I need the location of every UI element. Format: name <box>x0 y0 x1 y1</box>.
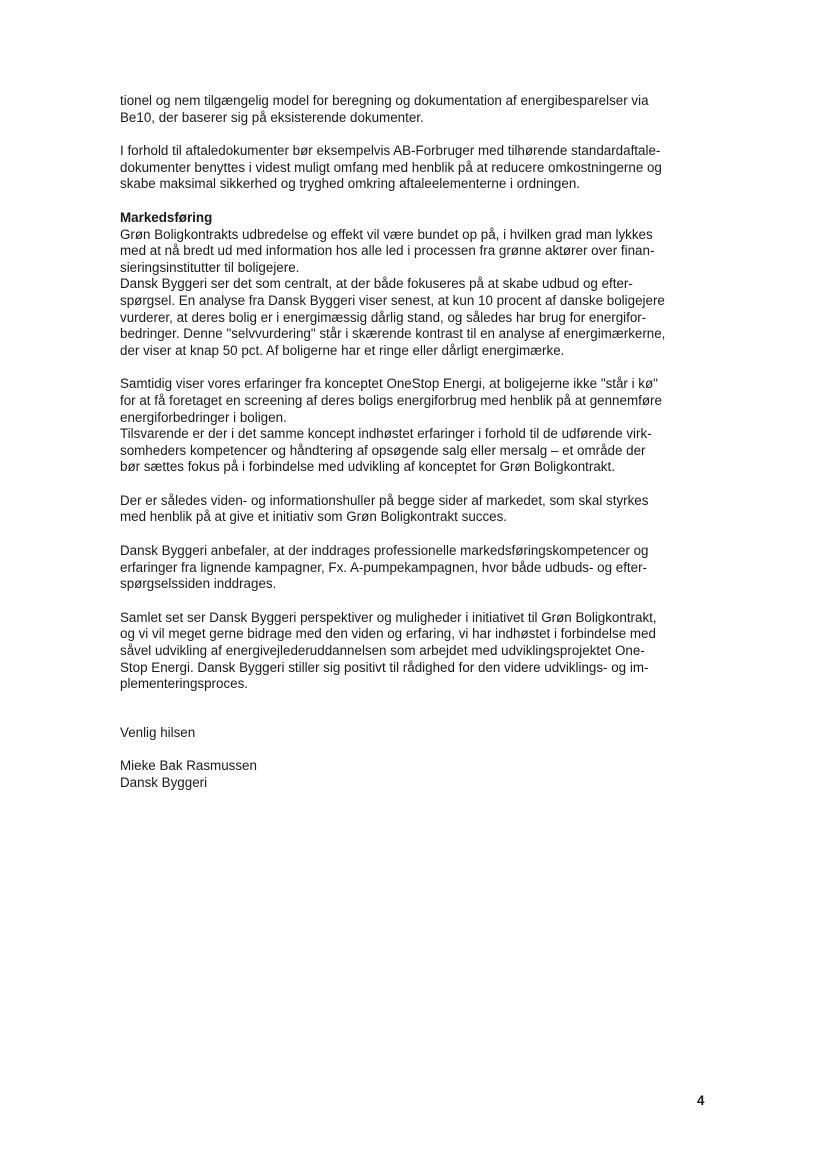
text-line: somheders kompetencer og håndtering af opsøgende salg eller mersalg – et område der <box>120 442 646 458</box>
paragraph-samlet <box>120 610 720 693</box>
text-line: vurderer, at deres bolig er i energimæssig dårlig stand, og således har brug for energifor- <box>120 309 647 325</box>
text-line: bør sættes fokus på i forbindelse med udvikling af konceptet for Grøn Boligkontrakt. <box>120 459 615 475</box>
greeting-text: Venlig hilsen <box>120 724 196 740</box>
text-line: Stop Energi. Dansk Byggeri stiller sig positivt til rådighed for den videre udviklings- og im- <box>120 659 649 675</box>
text-line: plementeringsproces. <box>120 676 249 692</box>
signer-organization: Dansk Byggeri <box>120 775 208 790</box>
letter-body <box>120 93 720 792</box>
text-line: sieringsinstitutter til boligejere. <box>120 259 300 275</box>
text-line: Der er således viden- og informationshuller på begge sider af markedet, som skal styrkes <box>120 492 649 508</box>
text-line: såvel udvikling af energivejlederuddannelsen som arbejdet med udviklingsprojektet One- <box>120 643 645 659</box>
text-line: spørgsel. En analyse fra Dansk Byggeri viser senest, at kun 10 procent af danske boligejere <box>120 292 665 308</box>
text-line: Samlet set ser Dansk Byggeri perspektiver og muligheder i initiativet til Grøn Boligkontrakt, <box>120 609 657 625</box>
page-number: 4 <box>697 1093 705 1108</box>
paragraph-anbefaling <box>120 543 720 593</box>
text-line: Tilsvarende er der i det samme koncept indhøstet erfaringer i forhold til de udførende virk- <box>120 426 652 442</box>
text-line: Dansk Byggeri anbefaler, at der inddrages professionelle markedsføringskompetencer og <box>120 543 649 559</box>
signature-block <box>120 758 720 791</box>
text-line: Grøn Boligkontrakts udbredelse og effekt vil være bundet op på, i hvilken grad man lykkes <box>120 226 653 242</box>
text-line: tionel og nem tilgængelig model for beregning og dokumentation af energibesparelser via <box>120 93 649 108</box>
section-heading: Markedsføring <box>120 209 213 225</box>
text-line: I forhold til aftaledokumenter bør eksempelvis AB-Forbruger med tilhørende standardaftale- <box>120 143 661 159</box>
text-line: skabe maksimal sikkerhed og tryghed omkring aftaleelementerne i ordningen. <box>120 176 580 192</box>
text-line: med henblik på at give et initiativ som Grøn Boligkontrakt succes. <box>120 509 508 525</box>
text-line: Samtidig viser vores erfaringer fra konceptet OneStop Energi, at boligejerne ikke "står i kø" <box>120 376 658 392</box>
text-line: dokumenter benyttes i videst muligt omfang med henblik på at reducere omkostningerne og <box>120 159 662 175</box>
text-line: Dansk Byggeri ser det som centralt, at der både fokuseres på at skabe udbud og efter- <box>120 276 633 292</box>
paragraph-onestop-energi <box>120 376 720 476</box>
text-line: med at nå bredt ud med information hos alle led i processen fra grønne aktører over finan- <box>120 243 655 259</box>
closing-greeting <box>120 725 720 742</box>
text-line: der viser at knap 50 pct. Af boligerne har et ringe eller dårligt energimærke. <box>120 342 565 358</box>
signer-name: Mieke Bak Rasmussen <box>120 758 257 774</box>
text-line: bedringer. Denne "selvvurdering" står i skærende kontrast til en analyse af energimærkerne, <box>120 326 666 342</box>
text-line: for at få foretaget en screening af deres boligs energiforbrug med henblik på at gennemføre <box>120 392 662 408</box>
text-line: og vi vil meget gerne bidrage med den viden og erfaring, vi har indhøstet i forbindelse med <box>120 626 656 642</box>
text-line: erfaringer fra lignende kampagner, Fx. A-pumpekampagnen, hvor både udbuds- og efter- <box>120 559 648 575</box>
paragraph-aftaledokumenter <box>120 143 720 193</box>
text-line: spørgselssiden inddrages. <box>120 576 277 592</box>
paragraph-be10 <box>120 93 720 126</box>
section-markedsforing <box>120 210 720 359</box>
text-line: energiforbedringer i boligen. <box>120 409 287 425</box>
paragraph-informationshuller <box>120 493 720 526</box>
text-line: Be10, der baserer sig på eksisterende dokumenter. <box>120 109 424 125</box>
